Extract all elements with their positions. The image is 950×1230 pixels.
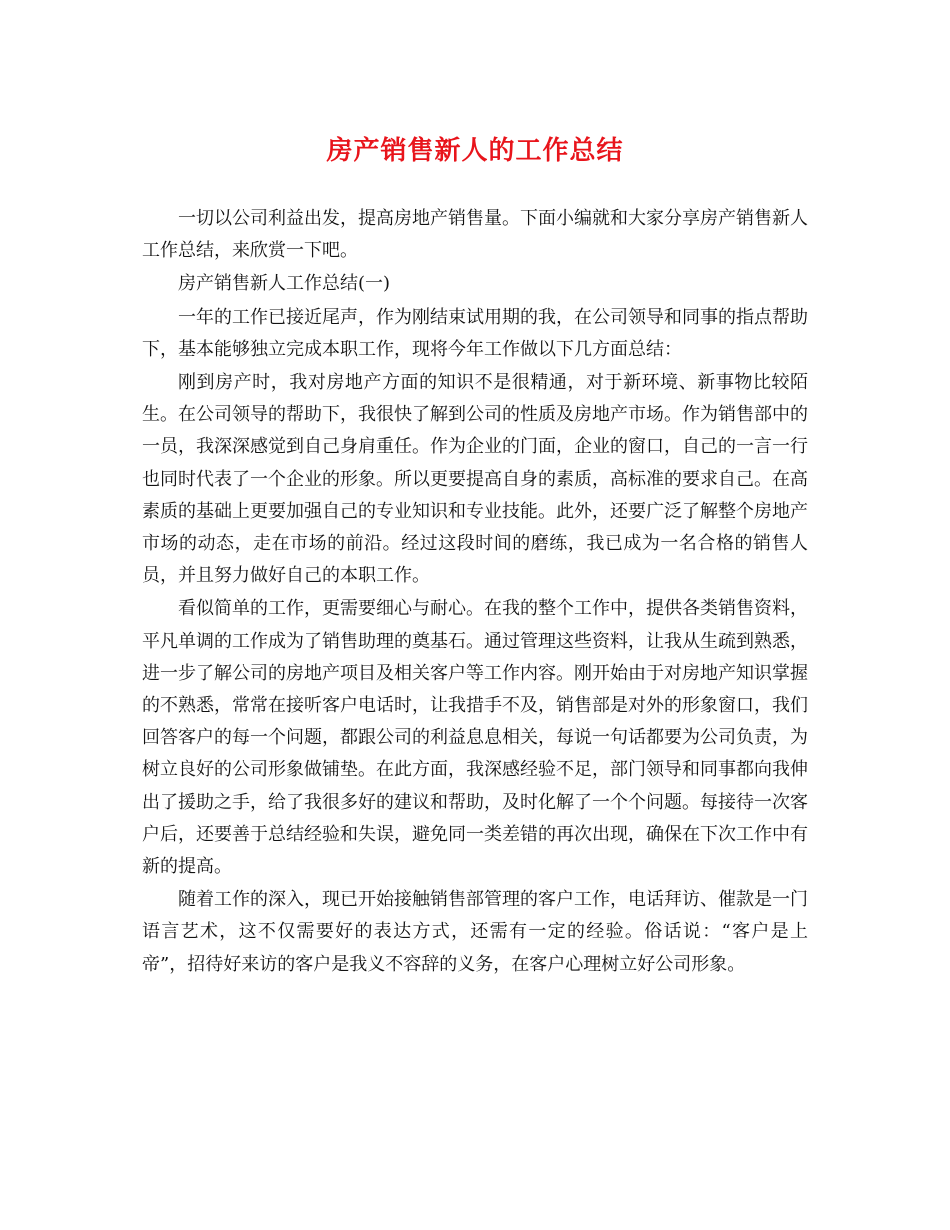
- paragraph-opening: 一年的工作已接近尾声，作为刚结束试用期的我，在公司领导和同事的指点帮助下，基本能够独立完成本职工作，现将今年工作做以下几方面总结：: [142, 306, 808, 360]
- paragraph-first-days: 刚到房产时，我对房地产方面的知识不是很精通，对于新环境、新事物比较陌生。在公司领导的帮助下，我很快了解到公司的性质及房地产市场。作为销售部中的一员，我深深感觉到自己身肩重任。作为企业的门面，企业的窗口，自己的一言一行也同时代表了一个企业的形象。所以更要提高自身的素质，高标准的要求自己。在高素质的基础上更要加强自己的专业知识和专业技能。此外，还要广泛了解整个房地产市场的动态，走在市场的前沿。经过这段时间的磨练，我已成为一名合格的销售人员，并且努力做好自己的本职工作。: [142, 372, 808, 587]
- paragraph-patience: 看似简单的工作，更需要细心与耐心。在我的整个工作中，提供各类销售资料，平凡单调的工作成为了销售助理的奠基石。通过管理这些资料，让我从生疏到熟悉，进一步了解公司的房地产项目及相关客户等工作内容。刚开始由于对房地产知识掌握的不熟悉，常常在接听客户电话时，让我措手不及，销售部是对外的形象窗口，我们回答客户的每一个问题，都跟公司的利益息息相关，每说一句话都要为公司负责，为树立良好的公司形象做铺垫。在此方面，我深感经验不足，部门领导和同事都向我伸出了援助之手，给了我很多好的建议和帮助，及时化解了一个个问题。每接待一次客户后，还要善于总结经验和失误，避免同一类差错的再次出现，确保在下次工作中有新的提高。: [142, 598, 808, 878]
- paragraph-intro: 一切以公司利益出发，提高房地产销售量。下面小编就和大家分享房产销售新人工作总结，来欣赏一下吧。: [142, 208, 808, 262]
- document-body: [142, 203, 808, 981]
- section-heading: 房产销售新人工作总结(一): [178, 273, 391, 295]
- paragraph-customers: 随着工作的深入，现已开始接触销售部管理的客户工作，电话拜访、催款是一门语言艺术，这不仅需要好的表达方式，还需有一定的经验。俗话说：“客户是上帝”，招待好来访的客户是我义不容辞的义务，在客户心理树立好公司形象。: [142, 889, 808, 975]
- document-title: 房产销售新人的工作总结: [326, 136, 624, 166]
